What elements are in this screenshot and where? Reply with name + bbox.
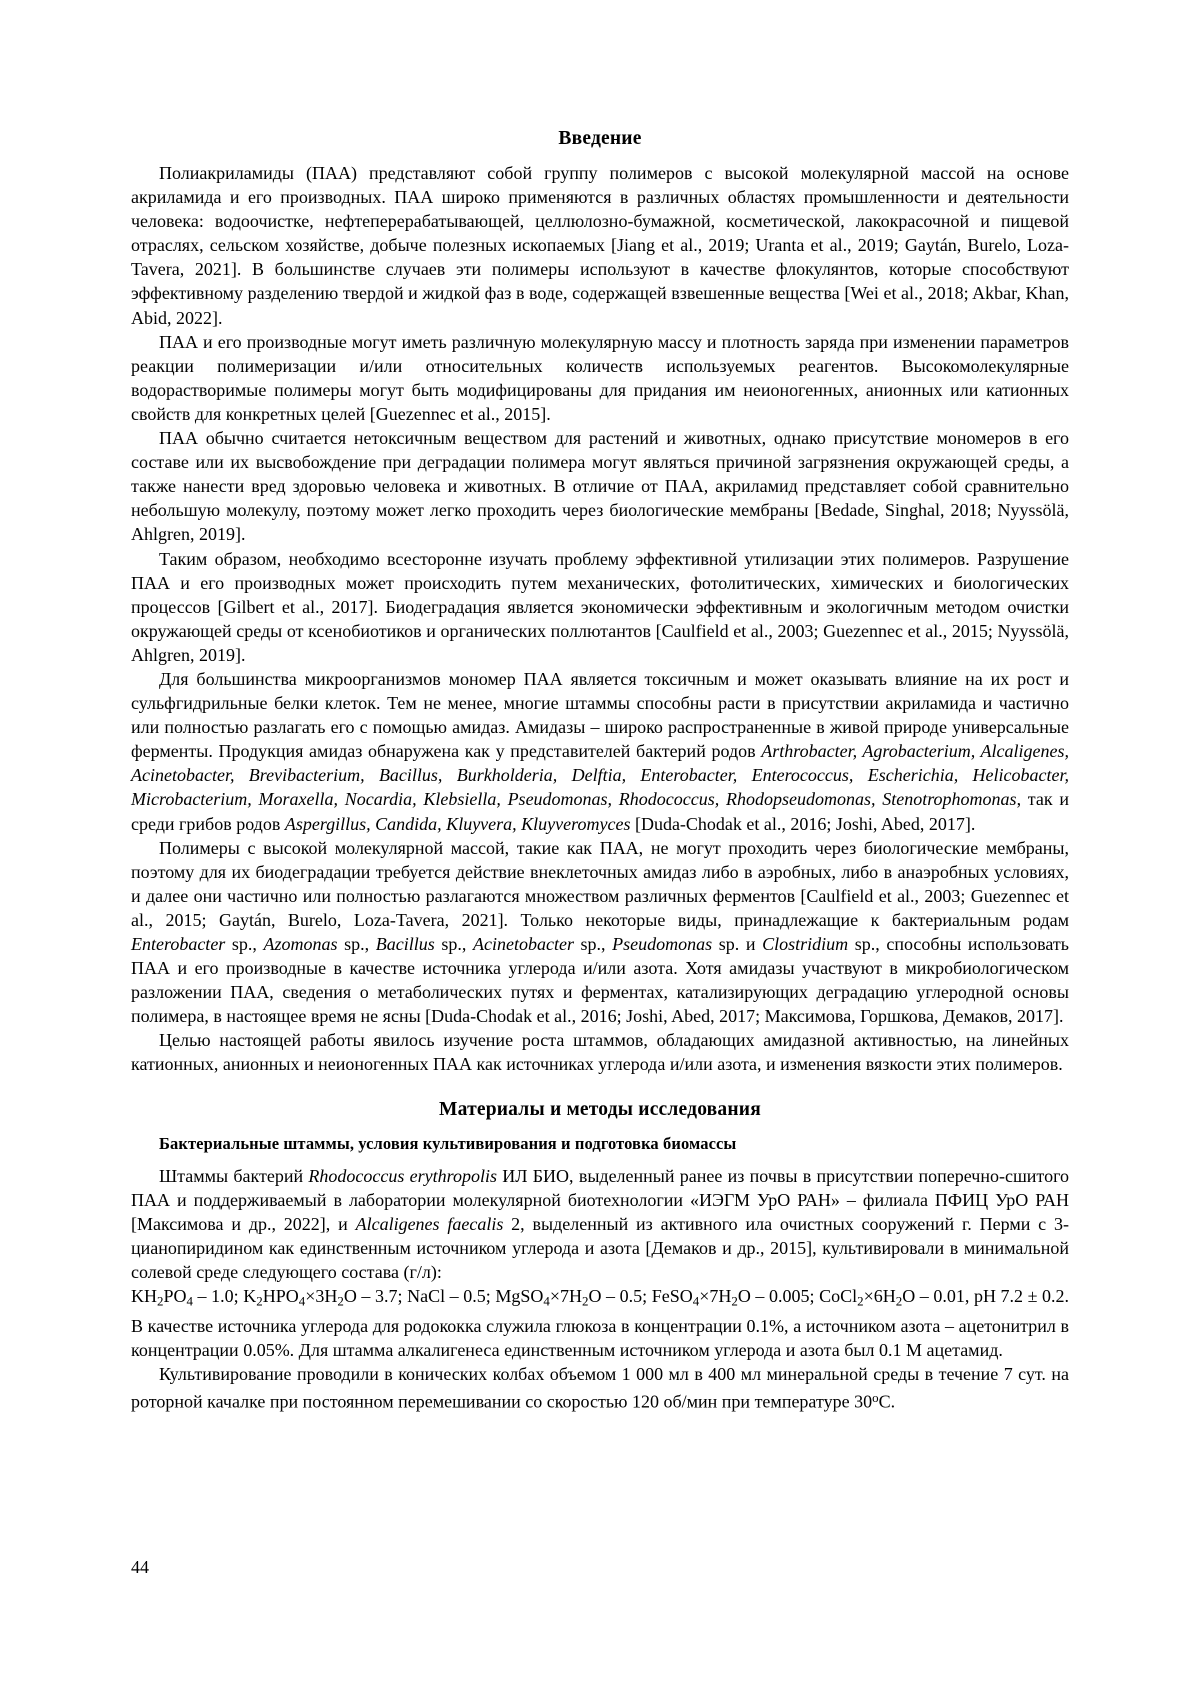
- salt-k2hpo4: [243, 1286, 403, 1309]
- species-rhodococcus-erythropolis: Rhodococcus erythropolis: [308, 1165, 497, 1186]
- strains-text-2: ИЛ БИО, выделенный ранее из почвы в присутствии поперечно-сшитого ПАА и поддерживаемый в лаборатории молекулярной биотехнологии «ИЭГМ УрО РАН» – филиала ПФИЦ УрО РАН [Максимова и др., 2022], и: [131, 1165, 1069, 1234]
- genera-list-bacteria: Arthrobacter, Agrobacterium, Alcaligenes, Acinetobacter, Brevibacterium, Bacillus, Burkholderia, Delftia, Enterobacter, Enterococcus, Escherichia, Helicobacter, Microbacterium, Moraxella, Nocardia, Klebsiella, Pseudomonas, Rhodococcus, Rhodopseudomonas, Stenotrophomonas: [131, 741, 1069, 810]
- salt-nacl-value: – 0.5;: [445, 1286, 491, 1307]
- genus-pseudomonas-suffix: sp. и: [712, 934, 763, 954]
- paragraph-cultivation: [131, 1362, 1069, 1414]
- genus-bacillus: Bacillus: [375, 934, 435, 954]
- paragraph-intro-6-lead: Полимеры с высокой молекулярной массой, такие как ПАА, не могут проходить через биологические мембраны, поэтому для их биодеградации требуется действие внеклеточных амидаз либо в аэробных, либо в анаэробных условиях, и далее они частично или полностью разлагаются множеством различных ферментов [Caulfield et al., 2003; Guezennec et al., 2015; Gaytán, Burelo, Loza-Tavera, 2021]. Только некоторые виды, принадлежащие к бактериальным родам: [131, 837, 1069, 930]
- cultivation-text-2: С.: [878, 1391, 896, 1412]
- salt-nacl-pre: NaCl: [407, 1286, 446, 1307]
- salt-cocl2-sub1: 2: [857, 1293, 864, 1309]
- paragraph-strains: [131, 1164, 1069, 1284]
- salt-kh2po4-sub2: 4: [186, 1293, 193, 1309]
- salt-mgso4-extra: ×7H: [549, 1286, 582, 1307]
- genera-list-connector: , так и среди грибов родов: [131, 789, 1069, 834]
- genus-clostridium-suffix: sp., способны использовать ПАА и его производные в качестве источника углерода и/или азота. Хотя амидазы участвуют в микробиологическом разложении ПАА, сведения о метаболических путях и ферментах, катализирующих деградацию углеродной основы полимера, в настоящее время не ясны [Duda-Chodak et al., 2016; Joshi, Abed, 2017; Максимова, Горшкова, Демаков, 2017].: [131, 934, 1069, 1027]
- salt-kh2po4-sub1: 2: [157, 1293, 164, 1309]
- paragraph-intro-5-lead: Для большинства микроорганизмов мономер ПАА является токсичным и может оказывать влияние на их рост и сульфгидрильные белки клеток. Тем не менее, многие штаммы способны расти в присутствии акриламида и частично или полностью разлагать его с помощью амидаз. Амидазы – широко распространенные в живой природе универсальные ферменты. Продукция амидаз обнаружена как у представителей бактерий родов: [131, 668, 1069, 762]
- salt-k2hpo4-sub1: 2: [256, 1293, 263, 1309]
- paragraph-intro-2: ПАА и его производные могут иметь различную молекулярную массу и плотность заряда при изменении параметров реакции полимеризации и/или относительных количеств используемых реагентов. Высокомолекулярные водорастворимые полимеры могут быть модифицированы для придания им неионогенных, анионных или катионных свойств для конкретных целей [Guezennec et al., 2015].: [131, 331, 1069, 424]
- salt-nacl: [407, 1286, 491, 1306]
- salt-cocl2-sub2: 2: [895, 1293, 903, 1309]
- salt-feso4-pre: FeSO: [651, 1286, 693, 1307]
- genus-enterobacter: Enterobacter: [131, 934, 226, 954]
- genus-azomonas: Azomonas: [263, 934, 338, 954]
- genus-enterobacter-suffix: sp.,: [225, 934, 264, 954]
- salt-feso4-sub2: 2: [731, 1293, 738, 1309]
- salt-feso4-extra: ×7H: [699, 1286, 732, 1307]
- paragraph-intro-1: Полиакриламиды (ПАА) представляют собой группу полимеров с высокой молекулярной массой на основе акриламида и его производных. ПАА широко применяются в различных областях промышленности и деятельности человека: водоочистке, нефтеперерабатывающей, целлюлозно-бумажной, косметической, лакокрасочной и пищевой отраслях, сельском хозяйстве, добыче полезных ископаемых [Jiang et al., 2019; Uranta et al., 2019; Gaytán, Burelo, Loza-Tavera, 2021]. В большинстве случаев эти полимеры используют в качестве флокулянтов, которые способствуют эффективному разделению твердой и жидкой фаз в воде, содержащей взвешенные вещества [Wei et al., 2018; Akbar, Khan, Abid, 2022].: [131, 163, 1069, 328]
- salt-k2hpo4-extra: ×3H: [305, 1286, 338, 1307]
- salt-mgso4-pre: MgSO: [495, 1286, 544, 1307]
- salt-mgso4-value: – 0.5;: [601, 1286, 648, 1307]
- salt-cocl2-extra2: O: [902, 1286, 916, 1307]
- paragraph-intro-6: [131, 836, 1069, 1029]
- page-number: 44: [131, 1557, 149, 1577]
- section-heading-introduction: Введение: [558, 128, 642, 149]
- cultivation-text-1: Культивирование проводили в конических колбах объемом 1 000 мл в 400 мл минеральной среды в течение 7 сут. на роторной качалке при постоянном перемешивании со скоростью 120 об/мин при температуре 30: [131, 1363, 1069, 1412]
- genera-list-fungi: Aspergillus, Candida, Kluyvera, Kluyveromyces: [284, 813, 631, 834]
- genus-acinetobacter: Acinetobacter: [472, 934, 574, 954]
- species-alcaligenes-faecalis: Alcaligenes faecalis: [355, 1213, 504, 1234]
- salt-feso4-extra2: O: [737, 1286, 751, 1307]
- salt-cocl2-value: – 0.01,: [915, 1286, 970, 1307]
- degree-symbol: о: [872, 1390, 879, 1406]
- salt-cocl2-extra: ×6H: [863, 1286, 896, 1307]
- section-heading-methods: Материалы и методы исследования: [439, 1098, 761, 1120]
- paragraph-intro-4: Таким образом, необходимо всесторонне изучать проблему эффективной утилизации этих полимеров. Разрушение ПАА и его производных может происходить путем механических, фотолитических, химических и биологических процессов [Gilbert et al., 2017]. Биодеградация является экономически эффективным и экологичным методом очистки окружающей среды от ксенобиотиков и органических поллютантов [Caulfield et al., 2003; Guezennec et al., 2015; Nyyssölä, Ahlgren, 2019].: [131, 548, 1069, 665]
- salt-k2hpo4-pre: K: [243, 1286, 257, 1307]
- salt-k2hpo4-value: – 3.7;: [356, 1286, 403, 1307]
- salt-kh2po4: [131, 1286, 239, 1309]
- strains-text-3: 2, выделенный из активного ила очистных сооружений г. Перми с 3-цианопиридином как единственным источником углерода и азота [Демаков и др., 2015], культивировали в минимальной солевой среде следующего состава (г/л):: [131, 1213, 1069, 1282]
- genus-acinetobacter-suffix: sp.,: [573, 934, 613, 954]
- medium-ph-text: pH 7.2 ± 0.2. В качестве источника углерода для родококка служила глюкоза в концентрации 0.1%, а источником азота – ацетонитрил в концентрации 0.05%. Для штамма алкалигенеса единственным источником углерода и азота был 0.1 М ацетамид.: [131, 1286, 1070, 1360]
- salt-kh2po4-mid: PO: [163, 1286, 187, 1307]
- salt-feso4-value: – 0.005;: [750, 1286, 815, 1307]
- salt-k2hpo4-sub2: 4: [298, 1293, 306, 1309]
- salt-feso4-sub1: 4: [692, 1293, 700, 1309]
- page-content: [131, 128, 1069, 1414]
- genus-bacillus-suffix: sp.,: [434, 934, 473, 954]
- salt-mgso4-sub1: 4: [543, 1293, 550, 1309]
- salt-k2hpo4-mid: HPO: [262, 1286, 299, 1307]
- salt-k2hpo4-extra2: O: [343, 1286, 357, 1307]
- strains-text-1: Штаммы бактерий: [159, 1165, 309, 1186]
- salt-k2hpo4-sub3: 2: [337, 1293, 344, 1309]
- paragraph-intro-5: [131, 667, 1069, 836]
- paragraph-intro-3: ПАА обычно считается нетоксичным веществом для растений и животных, однако присутствие мономеров в его составе или их высвобождение при деградации полимера могут являться причиной загрязнения окружающей среды, а также нанести вред здоровью человека и животных. В отличие от ПАА, акриламид представляет собой сравнительно небольшую молекулу, поэтому может легко проходить через биологические мембраны [Bedade, Singhal, 2018; Nyyssölä, Ahlgren, 2019].: [131, 428, 1069, 545]
- salt-mgso4: [495, 1286, 648, 1309]
- salt-cocl2-pre: CoCl: [819, 1286, 858, 1307]
- salt-kh2po4-value: – 1.0;: [192, 1286, 239, 1307]
- salt-kh2po4-pre: KH: [131, 1286, 157, 1307]
- genera-list-citation: [Duda-Chodak et al., 2016; Joshi, Abed, 2017].: [630, 813, 976, 834]
- paragraph-medium-composition: [131, 1284, 1069, 1362]
- salt-mgso4-sub2: 2: [581, 1293, 589, 1309]
- genus-pseudomonas: Pseudomonas: [612, 934, 713, 954]
- genus-clostridium: Clostridium: [762, 934, 849, 954]
- genus-azomonas-suffix: sp.,: [337, 934, 376, 954]
- salt-feso4: [651, 1286, 815, 1309]
- salt-mgso4-extra2: O: [588, 1286, 602, 1307]
- salt-cocl2: [819, 1286, 970, 1309]
- subsection-heading-strains: Бактериальные штаммы, условия культивирования и подготовка биомассы: [159, 1133, 737, 1153]
- paragraph-intro-7: Целью настоящей работы явилось изучение роста штаммов, обладающих амидазной активностью, на линейных катионных, анионных и неионогенных ПАА как источниках углерода и/или азота, и изменения вязкости этих полимеров.: [131, 1030, 1069, 1075]
